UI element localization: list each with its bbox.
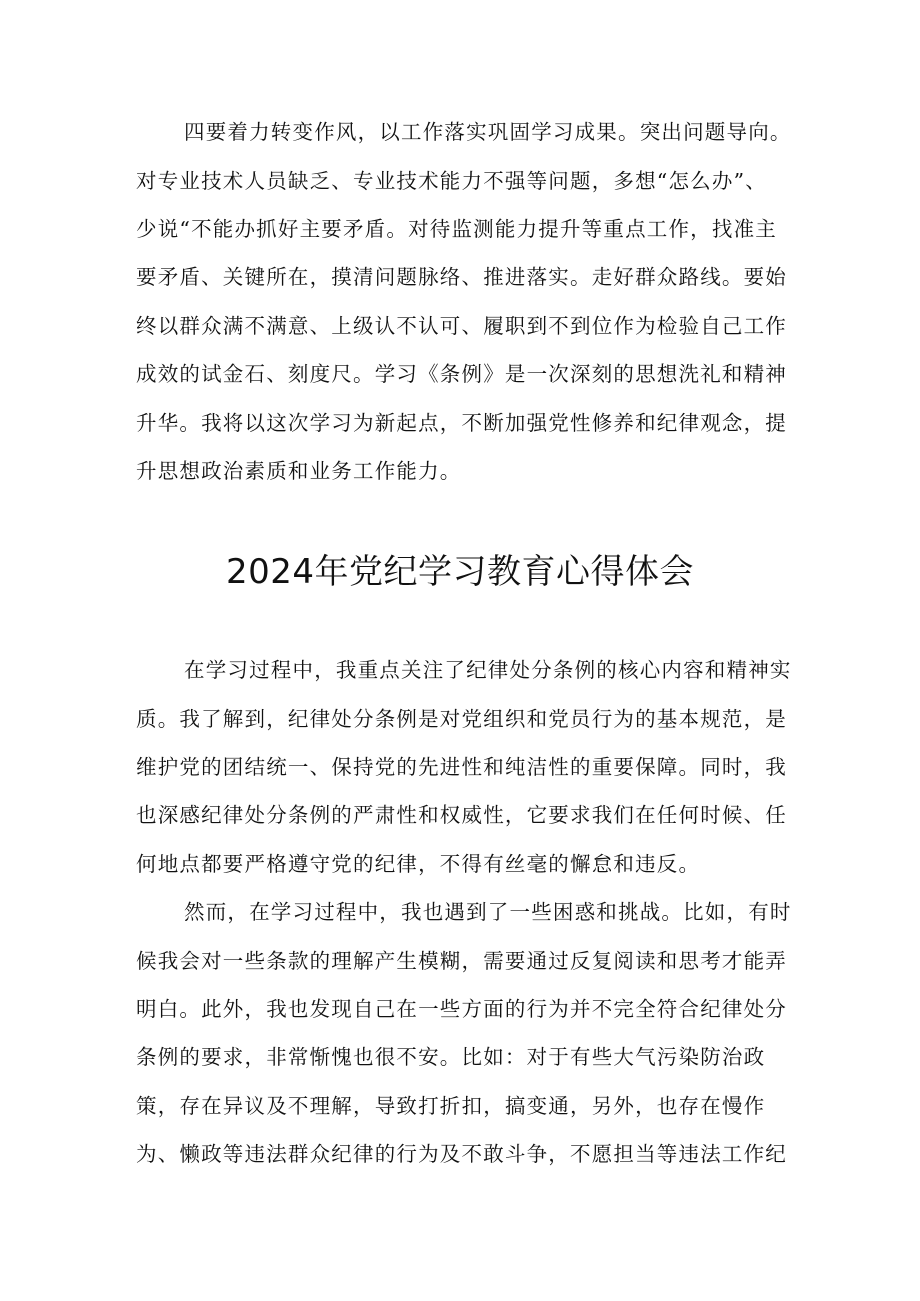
paragraph-line: 成效的试金石、刻度尺。学习《条例》是一次深刻的思想洗礼和精神 xyxy=(136,362,787,386)
paragraph-line: 对专业技术人员缺乏、专业技术能力不强等问题，多想“怎么办”、 xyxy=(136,169,767,193)
paragraph-line: 升华。我将以这次学习为新起点，不断加强党性修养和纪律观念，提 xyxy=(136,411,787,435)
document-title: 2024年党纪学习教育心得体会 xyxy=(225,552,695,592)
paragraph-line: 候我会对一些条款的理解产生模糊，需要通过反复阅读和思考才能弄 xyxy=(136,949,787,973)
paragraph-line: 明白。此外，我也发现自己在一些方面的行为并不完全符合纪律处分 xyxy=(136,997,787,1021)
paragraph-line: 要矛盾、关键所在，摸清问题脉络、推进落实。走好群众路线。要始 xyxy=(136,265,787,289)
paragraph-line: 终以群众满不满意、上级认不认可、履职到不到位作为检验自己工作 xyxy=(136,314,787,338)
paragraph-line: 四要着力转变作风，以工作落实巩固学习成果。突出问题导向。 xyxy=(184,120,792,144)
paragraph-line: 升思想政治素质和业务工作能力。 xyxy=(136,459,462,483)
paragraph-line: 策，存在异议及不理解，导致打折扣，搞变通，另外，也存在慢作 xyxy=(136,1094,766,1118)
paragraph-line: 少说“不能办抓好主要矛盾。对待监测能力提升等重点工作，找准主 xyxy=(136,217,777,241)
paragraph-line: 然而，在学习过程中，我也遇到了一些困惑和挑战。比如，有时 xyxy=(184,900,792,924)
paragraph-line: 质。我了解到，纪律处分条例是对党组织和党员行为的基本规范，是 xyxy=(136,707,787,731)
paragraph-line: 在学习过程中，我重点关注了纪律处分条例的核心内容和精神实 xyxy=(184,658,792,682)
paragraph-line: 也深感纪律处分条例的严肃性和权威性，它要求我们在任何时候、任 xyxy=(136,803,787,827)
paragraph-line: 条例的要求，非常惭愧也很不安。比如：对于有些大气污染防治政 xyxy=(136,1045,766,1069)
paragraph-line: 何地点都要严格遵守党的纪律，不得有丝毫的懈怠和违反。 xyxy=(136,852,701,876)
paragraph-line: 维护党的团结统一、保持党的先进性和纯洁性的重要保障。同时，我 xyxy=(136,755,787,779)
paragraph-line: 为、懒政等违法群众纪律的行为及不敢斗争，不愿担当等违法工作纪 xyxy=(136,1142,787,1166)
